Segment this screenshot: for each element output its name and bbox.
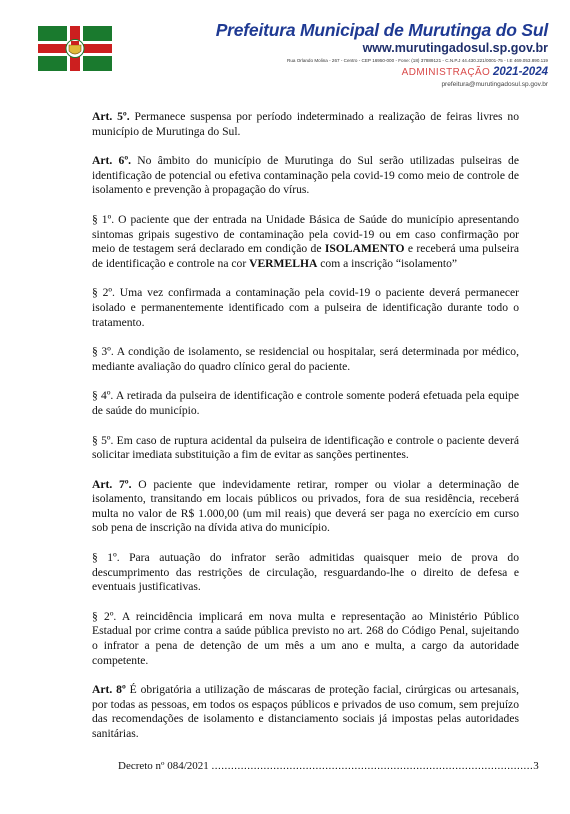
article-6-paragraph-3: § 3º. A condição de isolamento, se residencial ou hospitalar, será determinada por médico, mediante avaliação do quadro clínico geral do paciente. <box>92 345 519 373</box>
page-number: 3 <box>533 760 539 772</box>
article-7-paragraph-2: § 2º. A reincidência implicará em nova multa e representação ao Ministério Público Estadual por crime contra a saúde pública previsto no art. 268 do Código Penal, sujeitando o infrator a pena de detenção de um mês a um ano e multa, a cargo da autoridade competente. <box>92 609 519 667</box>
article-label: Art. 8º <box>92 683 126 697</box>
article-label: Art. 7º. <box>92 477 132 491</box>
paragraph-text: com a inscrição “isolamento” <box>317 256 458 270</box>
admin-label: ADMINISTRAÇÃO <box>401 67 491 78</box>
article-6-paragraph-5: § 5º. Em caso de ruptura acidental da pulseira de identificação e controle o paciente deverá solicitar imediata substituição a fim de evitar as sanções pertinentes. <box>92 433 519 462</box>
article-5 <box>92 110 519 139</box>
admin-years: 2021-2024 <box>493 66 548 78</box>
article-text: É obrigatória a utilização de máscaras de proteção facial, cirúrgicas ou artesanais, por todas as pessoas, em todos os espaços públicos e privados de uso comum, sem prejuízo das recomendações de isolamento e distanciamento sociais já impostas pelas autoridades sanitárias. <box>92 683 519 740</box>
article-label: Art. 6º. <box>92 154 132 168</box>
page-footer <box>118 760 539 772</box>
article-text: Permanece suspensa por período indeterminado a realização de feiras livres no município de Murutinga do Sul. <box>92 110 520 138</box>
emphasis-vermelha: VERMELHA <box>249 256 318 270</box>
article-8 <box>92 683 519 741</box>
address-line: Rua Orlando Molina - 267 - Centro - CEP 16950-000 - Fone: (18) 37889121 - C.N.P.J 44.430.221/0001-75 - I.E 469.053.890.119 <box>287 58 548 63</box>
administration-period <box>402 66 548 78</box>
paragraph-text: e receberá uma pulseira de identificação e controle na cor <box>92 242 519 270</box>
footer-leader-dots: ................................................................................................... <box>211 760 534 772</box>
article-6-paragraph-1 <box>92 213 519 271</box>
article-7 <box>92 478 519 536</box>
article-text: No âmbito do município de Murutinga do Sul serão utilizadas pulseiras de identificação de potencial ou efetiva contaminação pela covid-19 como meio de controle de isolamento e prevenção à propagação do vírus. <box>92 154 519 197</box>
letterhead <box>0 0 570 100</box>
article-7-paragraph-1: § 1º. Para autuação do infrator serão admitidas quaisquer meio de prova do descumprimento das restrições de circulação, resguardando-lhe o direito de defesa e eventuais justificativas. <box>92 551 519 594</box>
website-link[interactable]: www.murutingadosul.sp.gov.br <box>362 41 548 55</box>
article-6-paragraph-4: § 4º. A retirada da pulseira de identificação e controle somente poderá efetuada pela equipe de saúde do município. <box>92 389 519 417</box>
article-6 <box>92 154 519 198</box>
article-text: O paciente que indevidamente retirar, romper ou violar a determinação de isolamento, transitando em locais públicos ou privados, fora de sua residência, receberá multa no valor de R$ 1.000,00 (um mil reais) que deverá ser paga no exercício em curso sob pena de inscrição na dívida ativa do município. <box>92 477 520 535</box>
emphasis-isolamento: ISOLAMENTO <box>324 242 405 256</box>
article-6-paragraph-2: § 2º. Uma vez confirmada a contaminação pela covid-19 o paciente deverá permanecer isolado e permanentemente identificado com a pulseira de identificação durante todo o tratamento. <box>92 286 519 329</box>
decree-number: Decreto nº 084/2021 <box>118 760 209 772</box>
municipal-flag-icon <box>38 26 112 71</box>
article-label: Art. 5º. <box>92 110 130 123</box>
municipality-title: Prefeitura Municipal de Murutinga do Sul <box>215 20 548 40</box>
paragraph-text: § 1º. O paciente que der entrada na Unidade Básica de Saúde do município apresentando sintomas gripais sugestivo de contaminação pela covid-19 ou em caso confirmação por meio de testagem será declarado em condição de <box>92 212 519 256</box>
email-link[interactable]: prefeitura@murutingadosul.sp.gov.br <box>441 81 548 88</box>
decree-body <box>92 110 519 742</box>
